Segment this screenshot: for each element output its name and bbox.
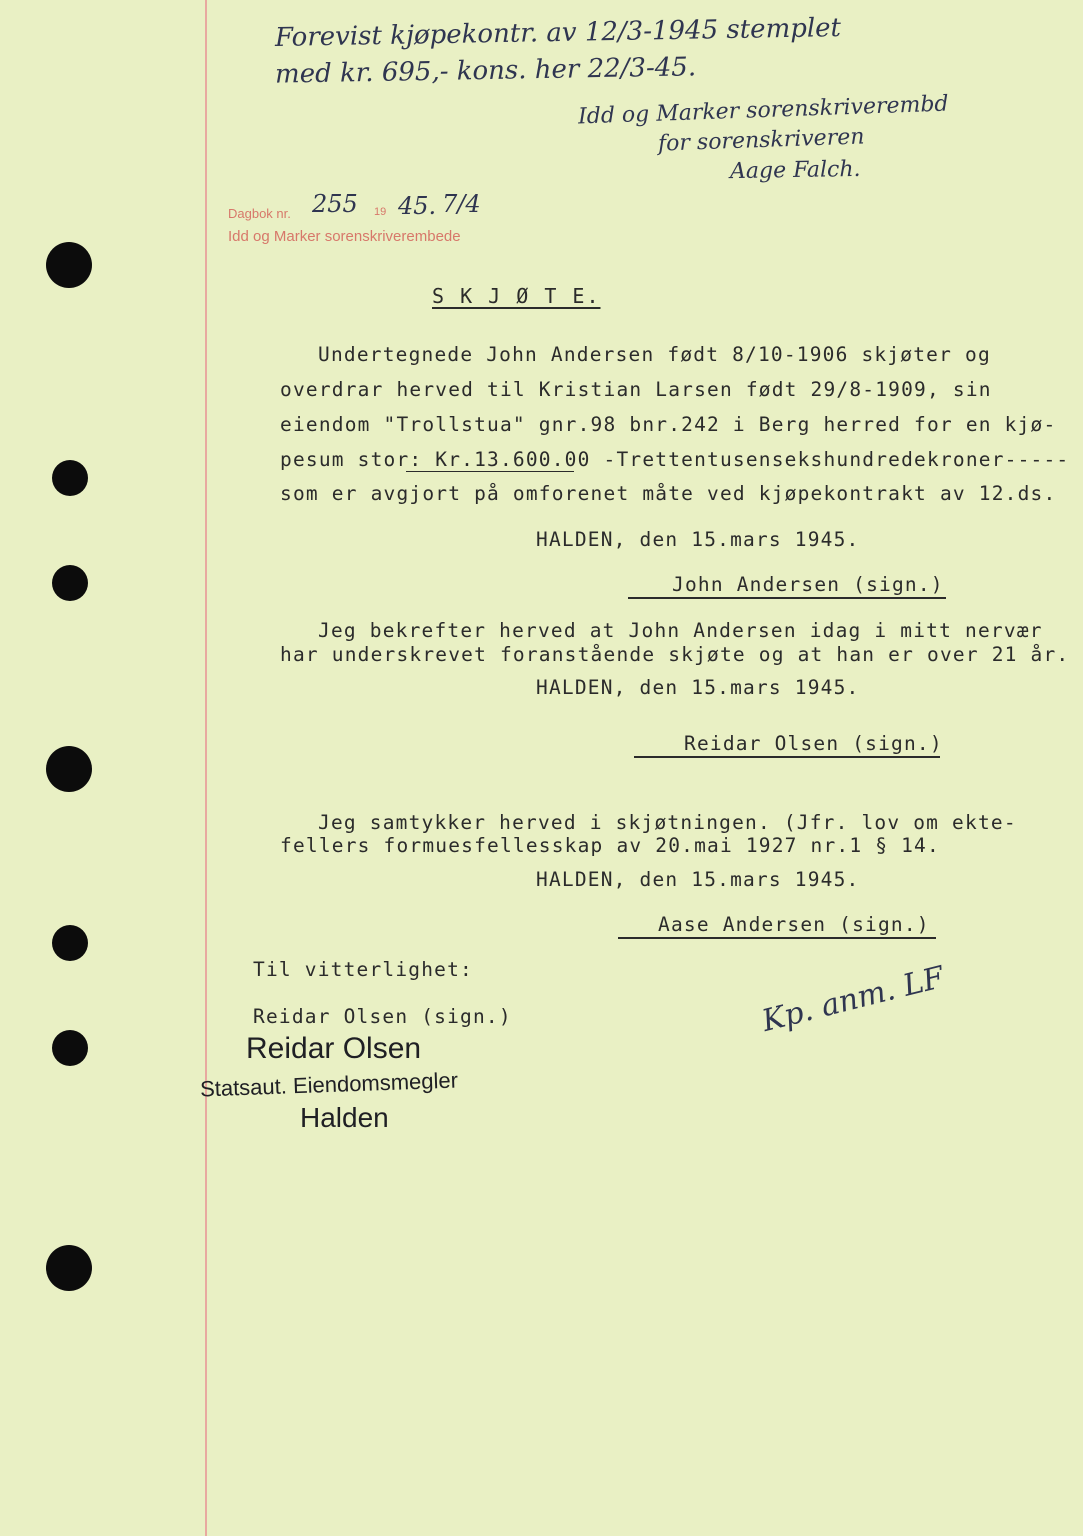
- dagbok-office: Idd og Marker sorenskriverembede: [228, 228, 461, 245]
- margin-line: [205, 0, 207, 1536]
- handwritten-note-line: Forevist kjøpekontr. av 12/3-1945 stemplet: [274, 13, 842, 53]
- consent-line: Jeg samtykker herved i skjøtningen. (Jfr. lov om ekte-: [318, 811, 1017, 834]
- paragraph-line: pesum stor: Kr.13.600.00 -Trettentusensekshundredekroner-----: [280, 448, 1070, 471]
- date-line: HALDEN, den 15.mars 1945.: [536, 868, 860, 891]
- dagbok-page: 7/4: [442, 190, 481, 218]
- punch-hole: [52, 1030, 88, 1066]
- consent-line: fellers formuesfellesskap av 20.mai 1927 nr.1 § 14.: [280, 834, 940, 857]
- handwritten-note-line: for sorenskriveren: [657, 124, 865, 157]
- paragraph-line: overdrar herved til Kristian Larsen født 29/8-1909, sin: [280, 378, 992, 401]
- witness-label: Til vitterlighet:: [253, 958, 473, 981]
- signature-aase: Aase Andersen (sign.): [658, 913, 930, 936]
- dagbok-year-suffix: 45.: [398, 192, 437, 220]
- signature-line: [634, 756, 940, 758]
- handwritten-note-line: Aage Falch.: [729, 156, 861, 185]
- punch-hole: [46, 1245, 92, 1291]
- broker-stamp-title: Statsaut. Eiendomsmegler: [199, 1067, 459, 1102]
- paragraph-line: som er avgjort på omforenet måte ved kjøpekontrakt av 12.ds.: [280, 482, 1057, 505]
- punch-hole: [52, 925, 88, 961]
- paragraph-line: eiendom "Trollstua" gnr.98 bnr.242 i Berg herred for en kjø-: [280, 413, 1057, 436]
- signature-line: [628, 597, 946, 599]
- confirm-line: har underskrevet foranstående skjøte og at han er over 21 år.: [280, 643, 1070, 666]
- punch-hole: [52, 565, 88, 601]
- dagbok-year-prefix: 19: [374, 206, 387, 218]
- broker-stamp-name: Reidar Olsen: [246, 1032, 422, 1065]
- handwritten-note-line: Idd og Marker sorenskriverembd: [577, 91, 949, 130]
- punch-hole: [46, 746, 92, 792]
- dagbok-prefix: Dagbok nr.: [228, 206, 291, 221]
- handwritten-note-line: med kr. 695,- kons. her 22/3-45.: [274, 52, 697, 90]
- punch-hole: [52, 460, 88, 496]
- paragraph-line: Undertegnede John Andersen født 8/10-1906 skjøter og: [318, 343, 991, 366]
- date-line: HALDEN, den 15.mars 1945.: [536, 528, 860, 551]
- date-line: HALDEN, den 15.mars 1945.: [536, 676, 860, 699]
- signature-john: John Andersen (sign.): [672, 573, 944, 596]
- signature-line: [618, 937, 936, 939]
- witness-name: Reidar Olsen (sign.): [253, 1005, 512, 1028]
- confirm-line: Jeg bekrefter herved at John Andersen idag i mitt nervær: [318, 619, 1043, 642]
- amount-underline: [406, 471, 574, 472]
- punch-hole: [46, 242, 92, 288]
- dagbok-number: 255: [312, 190, 358, 218]
- handwritten-initials: Kp. anm. LF: [758, 960, 948, 1039]
- broker-stamp-city: Halden: [300, 1102, 389, 1133]
- signature-reidar: Reidar Olsen (sign.): [684, 732, 943, 755]
- document-title: S K J Ø T E.: [432, 284, 601, 308]
